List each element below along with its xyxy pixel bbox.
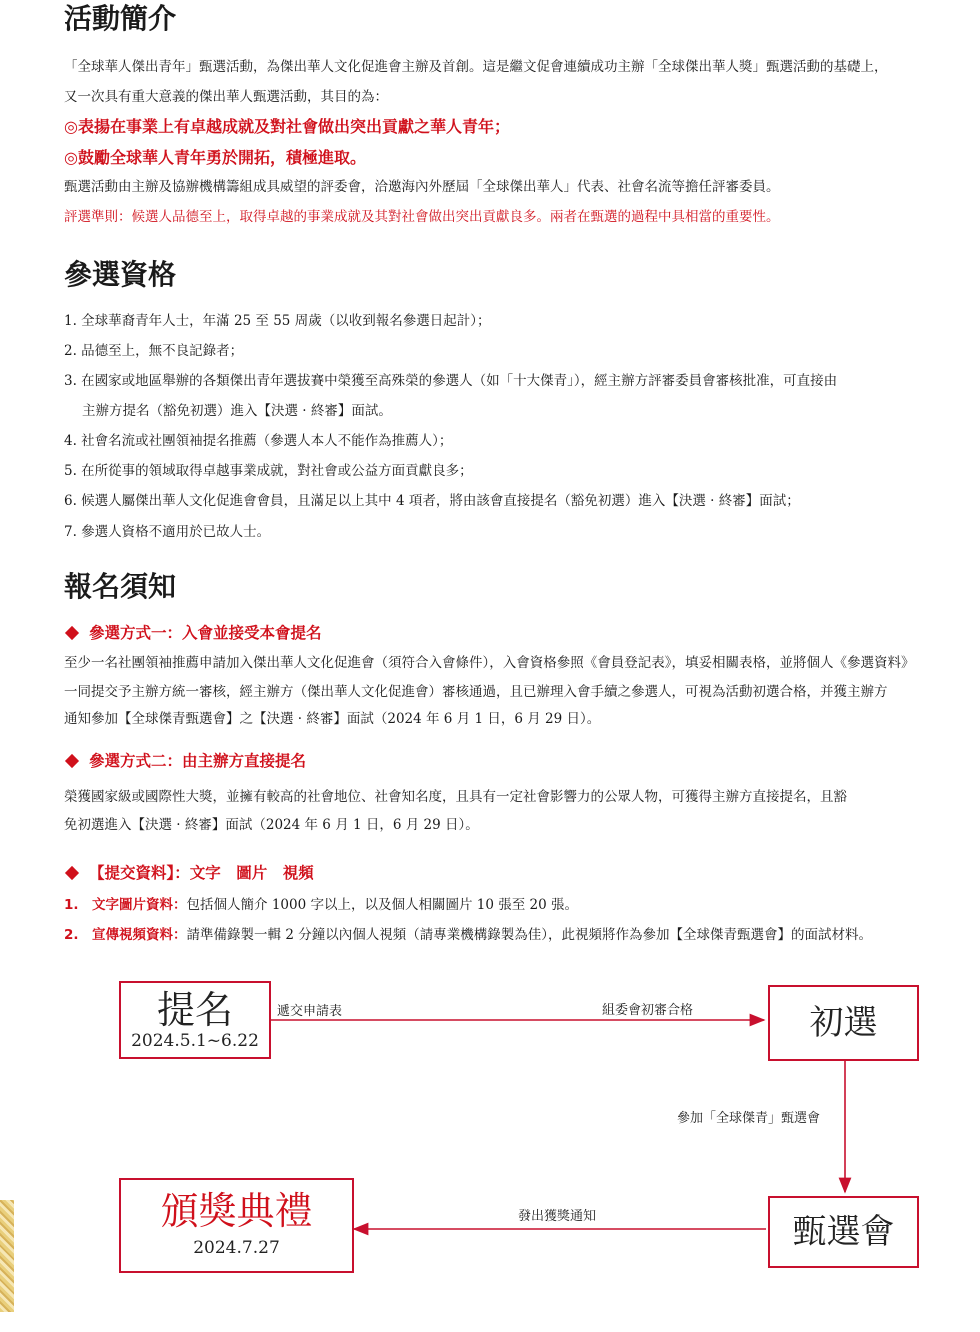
aim-item: ◎表揚在事業上有卓越成就及對社會做出突出貢獻之華人青年； [64, 117, 510, 136]
eligibility-item: 5. 在所從事的領域取得卓越事業成就，對社會或公益方面貢獻良多； [64, 463, 473, 479]
eligibility-heading: 參選資格 [64, 258, 177, 291]
gold-edge-decoration [0, 1200, 14, 1312]
eligibility-item: 2. 品德至上，無不良記錄者； [64, 343, 244, 359]
eligibility-item: 1. 全球華裔青年人士，年滿 25 至 55 周歲（以收到報名參選日起計）； [64, 313, 491, 329]
submit-item-text: 包括個人簡介 1000 字以上，以及個人相關圖片 10 張至 20 張。 [186, 897, 578, 913]
eligibility-item: 4. 社會名流或社團領袖提名推薦（參選人本人不能作為推薦人）； [64, 433, 453, 449]
nominate-title: 提名 [156, 988, 233, 1032]
intro-paragraph-line: 又一次具有重大意義的傑出華人甄選活動，其目的為： [64, 89, 388, 105]
intro-paragraph-line: 「全球華人傑出青年」甄選活動，為傑出華人文化促進會主辦及首創。這是繼文促會連續成功主辦「全球傑出華人獎」甄選活動的基礎上， [64, 59, 888, 75]
method2-line: 榮獲國家級或國際性大獎，並擁有較高的社會地位、社會知名度，且具有一定社會影響力的公眾人物，可獲得主辦方直接提名，且豁 [64, 789, 847, 805]
nominate-date: 2024.5.1~6.22 [131, 1031, 259, 1051]
flow-label-notice: 發出獲獎通知 [518, 1209, 597, 1224]
eligibility-item: 7. 參選人資格不適用於已故人士。 [64, 524, 271, 540]
flow-label-submit-form: 遞交申請表 [277, 1004, 343, 1019]
ceremony-box [119, 1178, 354, 1273]
method1-line: 至少一名社團領袖推薦申請加入傑出華人文化促進會（須符合入會條件），入會資格參照《會員登記表》，填妥相關表格，並將個人《參選資料》 [64, 655, 915, 671]
method2-line: 免初選進入【決選 · 終審】面試（2024 年 6 月 1 日，6 月 29 日）。 [64, 817, 479, 833]
method1-line: 通知參加【全球傑青甄選會】之【決選 · 終審】面試（2024 年 6 月 1 日，6 月 29 日）。 [64, 711, 601, 727]
ceremony-title: 頒獎典禮 [160, 1189, 313, 1233]
flow-label-committee-pass: 組委會初審合格 [602, 1003, 694, 1018]
submit-item-text: 請準備錄製一輯 2 分鐘以內個人視頻（請專業機構錄製為佳），此視頻將作為參加【全球傑青甄選會】的面試材料。 [186, 927, 872, 943]
selection-box [768, 1196, 919, 1268]
method1-line: 一同提交予主辦方統一審核，經主辦方（傑出華人文化促進會）審核通過，且已辦理入會手續之參選人，可視為活動初選合格，并獲主辦方 [64, 684, 888, 700]
submit-title: 【提交資料】：文字 圖片 視頻 [64, 863, 314, 883]
nominate-box [119, 981, 271, 1059]
method2-title: 參選方式二：由主辦方直接提名 [64, 751, 306, 771]
preliminary-title: 初選 [809, 1003, 878, 1043]
ceremony-date: 2024.7.27 [193, 1238, 280, 1258]
selection-title: 甄選會 [792, 1212, 895, 1252]
method1-title: 參選方式一：入會並接受本會提名 [64, 623, 322, 643]
eligibility-item: 3. 在國家或地區舉辦的各類傑出青年選拔賽中榮獲至高殊榮的參選人（如「十大傑青」），經主辦方評審委員會審核批准，可直接由 [64, 373, 838, 389]
eligibility-item: 6. 候選人屬傑出華人文化促進會會員，且滿足以上其中 4 項者，將由該會直接提名（豁免初選）進入【決選 · 終審】面試； [64, 493, 800, 509]
submit-item-label: 2. 宣傳視頻資料： [64, 927, 187, 943]
submit-item-label: 1. 文字圖片資料： [64, 897, 187, 913]
aim-item: ◎鼓勵全球華人青年勇於開拓，積極進取。 [64, 148, 366, 167]
criteria-text: 評選準則：候選人品德至上，取得卓越的事業成就及其對社會做出突出貢獻良多。兩者在甄選的過程中具相當的重要性。 [64, 209, 780, 225]
preliminary-box [768, 985, 919, 1061]
committee-text: 甄選活動由主辦及協辦機構籌組成具威望的評委會，洽邀海內外歷屆「全球傑出華人」代表、社會名流等擔任評審委員。 [64, 179, 780, 195]
intro-heading: 活動簡介 [64, 2, 177, 35]
eligibility-item-continued: 主辦方提名（豁免初選）進入【決選 · 終審】面試。 [82, 403, 392, 419]
registration-heading: 報名須知 [64, 570, 177, 603]
flow-label-attend: 參加「全球傑青」甄選會 [677, 1111, 821, 1126]
